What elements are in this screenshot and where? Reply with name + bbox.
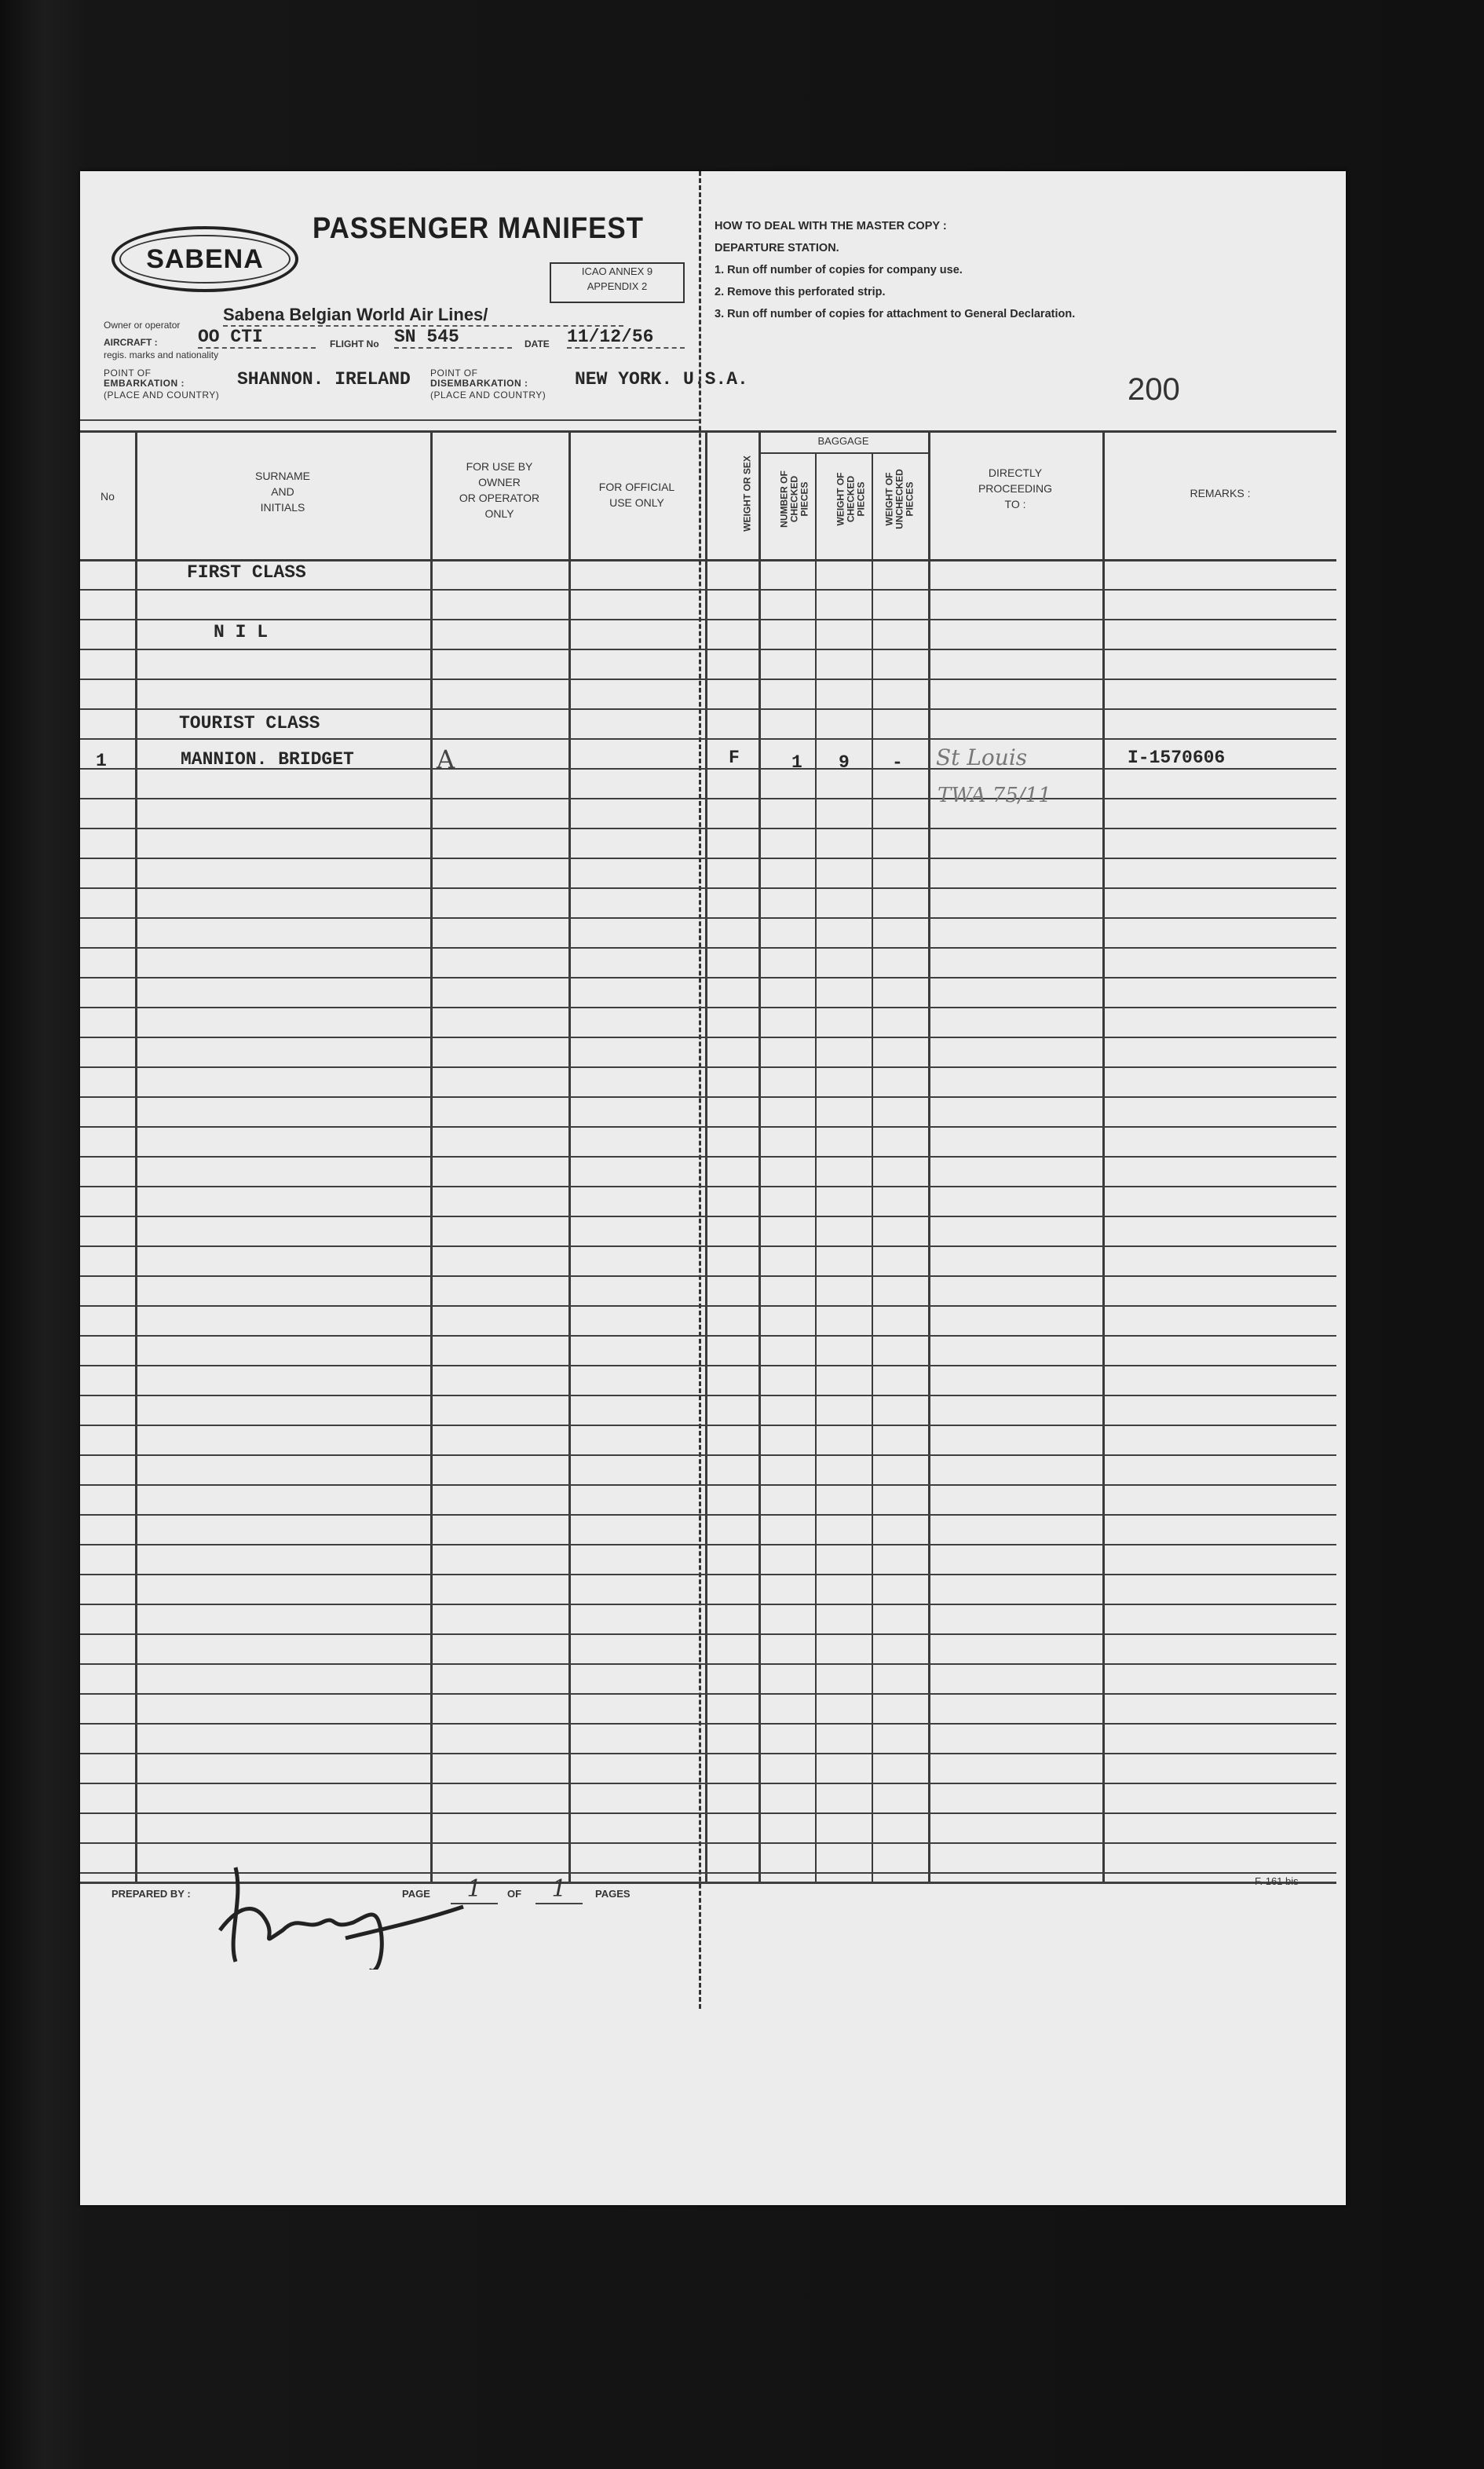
embark-label-3: (PLACE AND COUNTRY)	[104, 390, 220, 401]
instructions-step-3: 3. Run off number of copies for attachment to General Declaration.	[715, 308, 1076, 320]
table-rule	[80, 1066, 1336, 1068]
table-rule	[80, 1007, 1336, 1008]
table-rule	[80, 1783, 1336, 1784]
table-rule	[80, 828, 1336, 829]
table-rule	[80, 1544, 1336, 1545]
table-rule	[80, 1753, 1336, 1754]
passenger-remarks: I-1570606	[1128, 748, 1226, 768]
table-rule	[80, 589, 1336, 591]
nil-entry: N I L	[214, 622, 269, 642]
aircraft-sub-label: regis. marks and nationality	[104, 349, 219, 360]
instructions-step-1: 1. Run off number of copies for company use.	[715, 264, 963, 276]
col-header-baggage: BAGGAGE	[817, 435, 869, 447]
table-rule	[80, 1186, 1336, 1187]
col-divider-bag-2	[872, 452, 873, 1883]
of-label: OF	[507, 1888, 522, 1900]
table-rule	[80, 1663, 1336, 1665]
page-value: 1	[451, 1875, 498, 1904]
logo-text: SABENA	[146, 243, 264, 274]
sabena-logo	[111, 226, 298, 292]
page-label: PAGE	[402, 1888, 430, 1900]
table-rule	[80, 1723, 1336, 1725]
date-value: 11/12/56	[567, 327, 685, 349]
table-rule	[80, 1216, 1336, 1217]
icao-annex-box	[550, 262, 685, 303]
aircraft-label: AIRCRAFT :	[104, 337, 158, 348]
col-header-surname: SURNAME AND INITIALS	[254, 470, 310, 514]
table-rule	[80, 1245, 1336, 1247]
proceeding-destination: St Louis	[936, 744, 1028, 770]
table-rule	[80, 619, 1336, 620]
col-header-bag-weight: WEIGHT OF CHECKED PIECES	[835, 472, 867, 526]
disembark-label-1: POINT OF	[430, 368, 478, 379]
table-rule	[80, 1335, 1336, 1337]
table-rule	[80, 1275, 1336, 1277]
form-code: F. 161 bis	[1255, 1875, 1299, 1887]
table-rule	[80, 947, 1336, 949]
table-rule	[80, 1693, 1336, 1695]
table-rule	[80, 1305, 1336, 1307]
first-class-heading: FIRST CLASS	[187, 562, 306, 583]
table-rule	[80, 977, 1336, 978]
document-title: PASSENGER MANIFEST	[313, 212, 644, 245]
table-rule	[80, 1395, 1336, 1396]
instructions-heading: HOW TO DEAL WITH THE MASTER COPY :	[715, 220, 947, 232]
disembark-label-2: DISEMBARKATION :	[430, 378, 528, 389]
disembark-label-3: (PLACE AND COUNTRY)	[430, 390, 546, 401]
baggage-weight: 9	[839, 752, 850, 773]
table-rule	[80, 1037, 1336, 1038]
col-header-no: No	[101, 490, 115, 503]
flight-value: SN 545	[394, 327, 512, 349]
col-divider-bag-1	[815, 452, 817, 1883]
baggage-unchecked: -	[892, 752, 903, 773]
col-header-official: FOR OFFICIAL USE ONLY	[598, 481, 675, 509]
instructions-block	[715, 215, 1280, 325]
col-header-remarks: REMARKS :	[1190, 487, 1251, 499]
flight-label: FLIGHT No	[330, 338, 379, 349]
passenger-sex: F	[729, 748, 740, 768]
table-rule	[80, 649, 1336, 650]
table-rule	[80, 708, 1336, 710]
table-rule	[80, 1514, 1336, 1516]
embark-label-1: POINT OF	[104, 368, 152, 379]
page-number: 200	[1128, 372, 1180, 407]
instructions-step-2: 2. Remove this perforated strip.	[715, 286, 886, 298]
table-top-border	[80, 430, 1336, 433]
baggage-pieces: 1	[791, 752, 802, 773]
embark-label-2: EMBARKATION :	[104, 378, 185, 389]
pages-label: PAGES	[595, 1888, 631, 1900]
table-rule	[80, 1126, 1336, 1128]
embark-value: SHANNON. IRELAND	[237, 369, 411, 390]
header-divider	[80, 419, 700, 421]
owner-label: Owner or operator	[104, 320, 181, 331]
manifest-document	[80, 171, 1346, 2205]
table-rule	[80, 887, 1336, 889]
col-header-weight-sex: WEIGHT OR SEX	[741, 455, 753, 532]
table-rule	[80, 917, 1336, 919]
table-rule	[80, 1096, 1336, 1098]
annex-line-1: ICAO ANNEX 9	[581, 265, 653, 277]
tourist-class-heading: TOURIST CLASS	[179, 713, 320, 733]
disembark-value: NEW YORK. U.S.A.	[575, 369, 748, 390]
col-header-proceeding: DIRECTLY PROCEEDING TO :	[978, 466, 1053, 510]
table-rule	[80, 1156, 1336, 1158]
prepared-by-label: PREPARED BY :	[111, 1888, 191, 1900]
table-rule	[80, 1454, 1336, 1456]
col-header-owner: FOR USE BY OWNER OR OPERATOR ONLY	[459, 460, 540, 520]
col-header-bag-unchecked: WEIGHT OF UNCHECKED PIECES	[883, 469, 916, 529]
owner-value: Sabena Belgian World Air Lines/	[223, 305, 623, 327]
table-rule	[80, 1484, 1336, 1486]
annex-line-2: APPENDIX 2	[587, 280, 648, 292]
col-header-bag-number: NUMBER OF CHECKED PIECES	[778, 470, 810, 528]
owner-mark: A	[437, 744, 455, 774]
table-rule	[80, 1574, 1336, 1575]
passenger-number: 1	[96, 751, 107, 771]
table-rule	[80, 798, 1336, 799]
table-rule	[80, 858, 1336, 859]
table-rule	[80, 1604, 1336, 1605]
table-rule	[80, 1425, 1336, 1426]
date-label: DATE	[525, 338, 550, 349]
proceeding-flight: TWA 75/11	[938, 784, 1051, 807]
table-rule	[80, 1365, 1336, 1366]
of-value: 1	[535, 1875, 583, 1904]
table-rule	[80, 738, 1336, 740]
passenger-name: MANNION. BRIDGET	[181, 749, 354, 770]
table-header-bottom	[80, 559, 1336, 561]
aircraft-value: OO CTI	[198, 327, 316, 349]
perforation-line	[699, 171, 701, 2009]
table-rule	[80, 1633, 1336, 1635]
signature	[212, 1812, 479, 1970]
instructions-station: DEPARTURE STATION.	[715, 242, 839, 254]
table-rule	[80, 679, 1336, 680]
